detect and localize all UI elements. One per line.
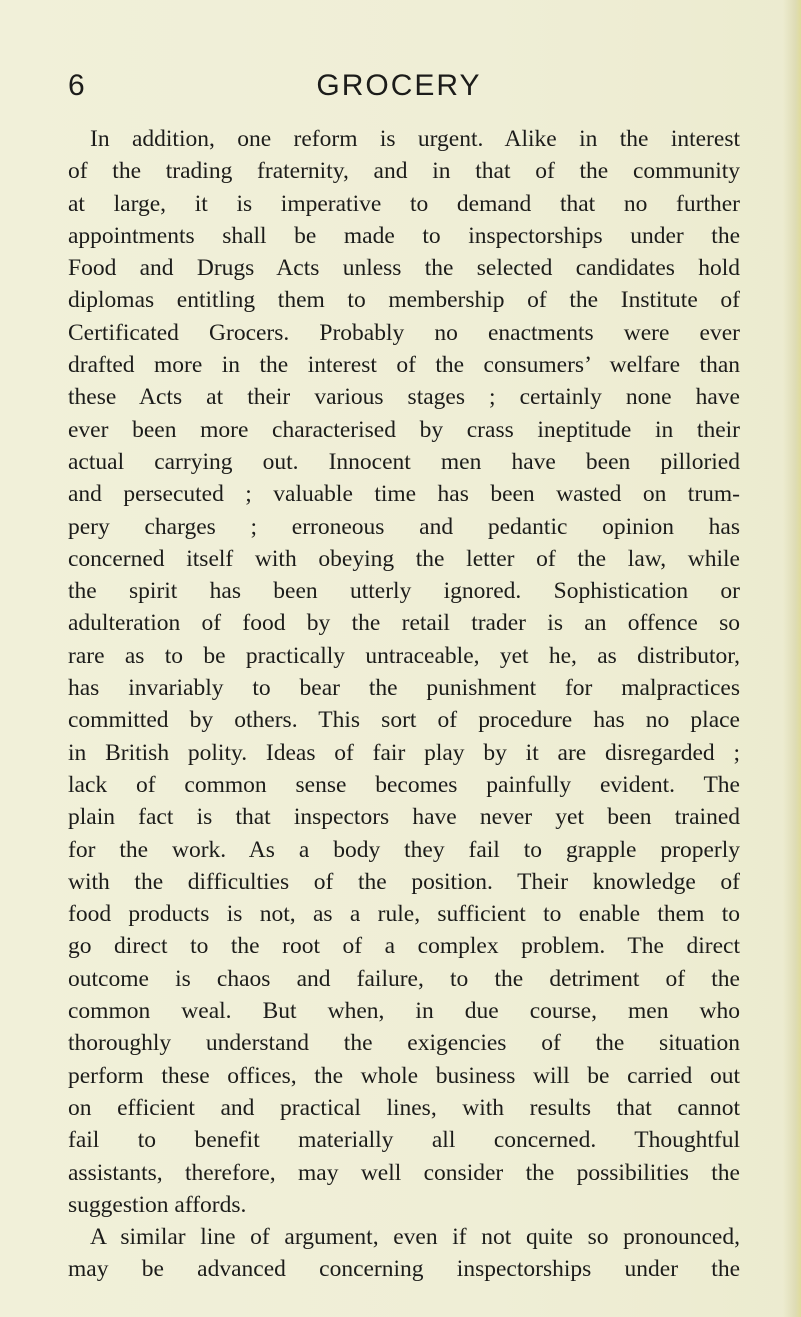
body-text [68,123,740,1286]
text-line: perform these offices, the whole business will be carried out [68,1062,740,1089]
text-line: pery charges ; erroneous and pedantic opinion has [68,513,740,540]
text-line: ever been more characterised by crass ineptitude in their [68,416,740,443]
text-line: diplomas entitling them to membership of the Institute of [68,287,740,314]
text-line: fail to benefit materially all concerned. Thoughtful [68,1127,740,1154]
text-line: at large, it is imperative to demand that no further [68,190,740,217]
page-number: 6 [68,69,85,102]
text-line: with the difficulties of the position. Their knowledge of [68,868,740,895]
text-line: plain fact is that inspectors have never yet been trained [68,804,740,831]
text-line: go direct to the root of a complex problem. The direct [68,933,740,960]
text-line: actual carrying out. Innocent men have been pilloried [68,448,740,475]
text-line: may be advanced concerning inspectorships under the [68,1256,740,1283]
text-line: in British polity. Ideas of fair play by it are disregarded ; [68,739,740,766]
text-line: Certificated Grocers. Probably no enactments were ever [68,319,740,346]
text-line: these Acts at their various stages ; certainly none have [68,384,740,411]
text-line: common weal. But when, in due course, men who [68,998,740,1025]
text-line: lack of common sense becomes painfully evident. The [68,771,740,798]
page-edge-shadow [783,0,801,1317]
text-line: rare as to be practically untraceable, yet he, as distributor, [68,642,740,669]
text-line: and persecuted ; valuable time has been wasted on trum- [68,481,740,508]
text-line: of the trading fraternity, and in that of the community [68,158,740,185]
text-line: Food and Drugs Acts unless the selected candidates hold [68,255,740,282]
text-line: appointments shall be made to inspectorships under the [68,222,740,249]
text-line: In addition, one reform is urgent. Alike in the interest [90,126,740,152]
text-line: A similar line of argument, even if not quite so pronounced, [90,1224,740,1251]
page-header [68,66,730,106]
text-line: for the work. As a body they fail to grapple properly [68,836,740,863]
text-line: thoroughly understand the exigencies of the situation [68,1030,740,1057]
text-line: assistants, therefore, may well consider the possibilities the [68,1159,740,1186]
text-line: has invariably to bear the punishment for malpractices [68,675,740,702]
running-title: GROCERY [316,69,482,102]
text-line: outcome is chaos and failure, to the detriment of the [68,965,740,992]
text-line: the spirit has been utterly ignored. Sophistication or [68,578,740,605]
text-line: adulteration of food by the retail trader is an offence so [68,610,740,637]
text-line: food products is not, as a rule, sufficient to enable them to [68,901,740,928]
text-line: concerned itself with obeying the letter of the law, while [68,545,740,572]
text-line: drafted more in the interest of the consumers’ welfare than [68,352,740,379]
text-line: committed by others. This sort of procedure has no place [68,707,740,734]
text-line: suggestion affords. [68,1191,247,1218]
text-line: on efficient and practical lines, with results that cannot [68,1094,740,1121]
